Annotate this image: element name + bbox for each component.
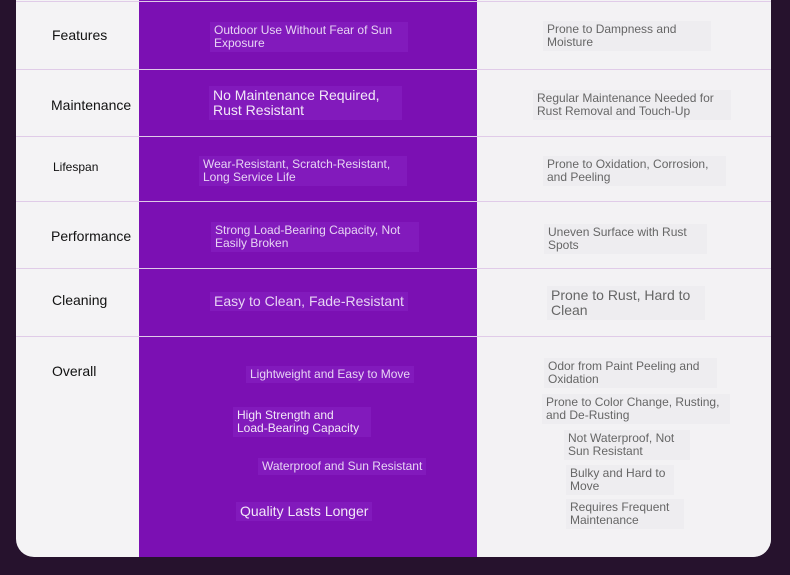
overall-con-item: Requires Frequent Maintenance bbox=[566, 499, 684, 529]
overall-pro-item: Quality Lasts Longer bbox=[236, 502, 372, 521]
row-divider bbox=[16, 136, 771, 137]
performance-pro-text: Strong Load-Bearing Capacity, Not Easily Broken bbox=[211, 222, 419, 252]
performance-con-text: Uneven Surface with Rust Spots bbox=[544, 224, 707, 254]
row-divider bbox=[16, 1, 771, 2]
row-label-performance: Performance bbox=[51, 228, 132, 244]
comparison-table bbox=[16, 0, 771, 557]
overall-pro-item: Lightweight and Easy to Move bbox=[246, 366, 414, 383]
cleaning-con-text: Prone to Rust, Hard to Clean bbox=[547, 286, 705, 320]
overall-pro-item: High Strength and Load-Bearing Capacity bbox=[233, 407, 371, 437]
feature-con-text: Prone to Dampness and Moisture bbox=[543, 21, 711, 51]
row-divider bbox=[16, 69, 771, 70]
maintenance-con-text: Regular Maintenance Needed for Rust Removal and Touch-Up bbox=[533, 90, 731, 120]
row-label-features: Features bbox=[52, 27, 108, 43]
lifespan-con-text: Prone to Oxidation, Corrosion, and Peeling bbox=[543, 156, 726, 186]
row-label-cleaning: Cleaning bbox=[52, 292, 108, 308]
row-divider bbox=[16, 201, 771, 202]
row-label-overall: Overall bbox=[52, 363, 97, 379]
cleaning-pro-text: Easy to Clean, Fade-Resistant bbox=[210, 292, 408, 311]
lifespan-pro-text: Wear-Resistant, Scratch-Resistant, Long Service Life bbox=[199, 156, 407, 186]
overall-con-item: Not Waterproof, Not Sun Resistant bbox=[564, 430, 690, 460]
row-label-lifespan: Lifespan bbox=[53, 160, 99, 174]
row-divider bbox=[16, 268, 771, 269]
overall-con-item: Odor from Paint Peeling and Oxidation bbox=[544, 358, 717, 388]
row-label-maintenance: Maintenance bbox=[51, 97, 132, 113]
overall-con-item: Bulky and Hard to Move bbox=[566, 465, 674, 495]
overall-con-item: Prone to Color Change, Rusting, and De-Rusting bbox=[542, 394, 730, 424]
overall-pro-item: Waterproof and Sun Resistant bbox=[258, 458, 426, 475]
row-divider bbox=[16, 336, 771, 337]
maintenance-pro-text: No Maintenance Required, Rust Resistant bbox=[209, 86, 402, 120]
feature-pro-text: Outdoor Use Without Fear of Sun Exposure bbox=[210, 22, 408, 52]
